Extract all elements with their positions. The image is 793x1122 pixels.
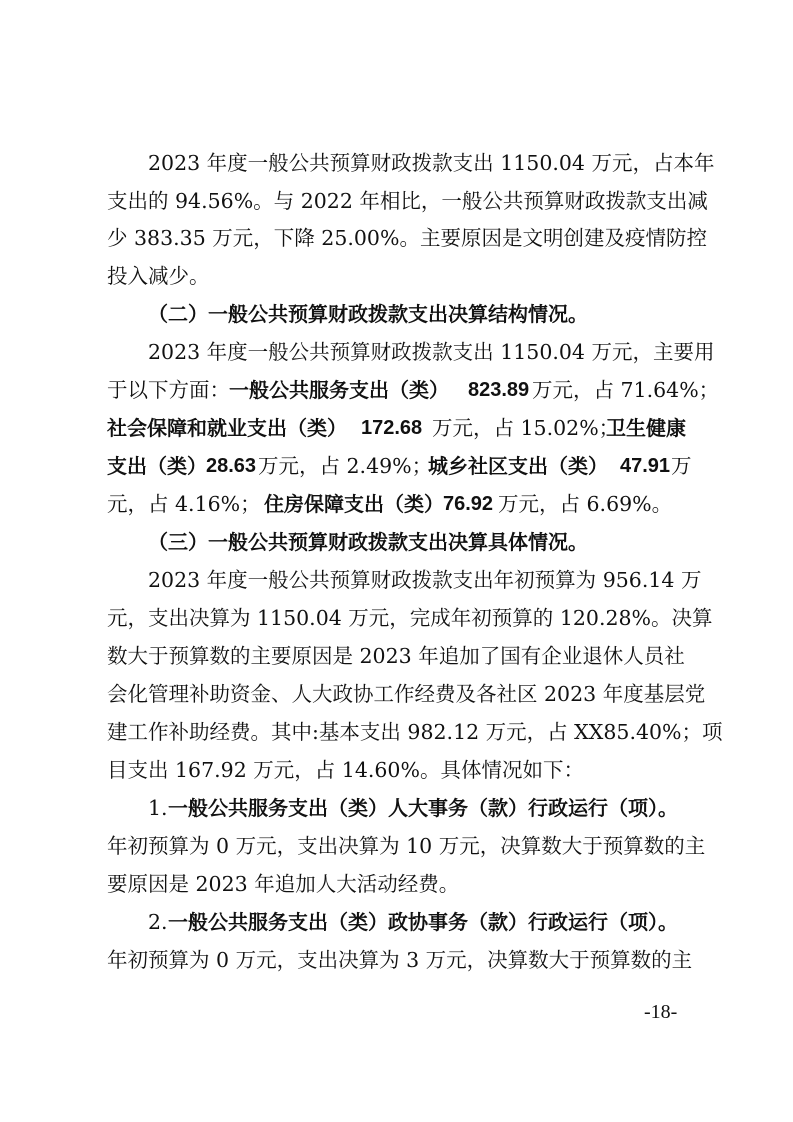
paragraph-line	[0, 448, 793, 484]
item-number: 1.	[148, 796, 168, 820]
category-label: 社会保障和就业支出（类）	[107, 416, 347, 440]
text: 支出的 94.56%。与 2022 年相比，一般公共预算财政拨款支出减	[107, 189, 708, 213]
text: 元，支出决算为 1150.04 万元，完成年初预算的 120.28%。决算	[107, 606, 713, 630]
item-heading	[0, 904, 793, 940]
paragraph-line	[0, 828, 793, 864]
item-number: 2.	[148, 910, 168, 934]
text: 数大于预算数的主要原因是 2023 年追加了国有企业退休人员社	[107, 644, 685, 668]
category-label: 城乡社区支出（类）	[428, 454, 608, 478]
text: 2023 年度一般公共预算财政拨款支出 1150.04 万元，占本年	[148, 151, 715, 175]
text: 万元，占 15.02%；	[432, 416, 620, 440]
section-heading	[0, 524, 793, 560]
text: 建工作补助经费。其中:基本支出 982.12 万元，占 XX85.40%；项	[107, 720, 723, 744]
paragraph-line	[0, 145, 793, 181]
item-heading	[0, 790, 793, 826]
text: 投入减少。	[107, 264, 210, 288]
text: 目支出 167.92 万元，占 14.60%。具体情况如下：	[107, 758, 584, 782]
text: 少 383.35 万元，下降 25.00%。主要原因是文明创建及疫情防控	[107, 226, 707, 250]
section-heading	[0, 296, 793, 332]
amount-value: 47.91	[620, 455, 671, 477]
paragraph-line	[0, 600, 793, 636]
paragraph-line	[0, 752, 793, 788]
paragraph-line	[0, 942, 793, 978]
text: 元，占 4.16%；	[107, 492, 261, 516]
amount-value: 28.63	[206, 455, 257, 477]
text: 于以下方面：	[107, 378, 230, 402]
paragraph-line	[0, 220, 793, 256]
item-title: 一般公共服务支出（类）政协事务（款）行政运行（项）。	[168, 910, 678, 934]
text: 2023 年度一般公共预算财政拨款支出年初预算为 956.14 万	[148, 568, 702, 592]
text: 要原因是 2023 年追加人大活动经费。	[107, 872, 460, 896]
text: 会化管理补助资金、人大政协工作经费及各社区 2023 年度基层党	[107, 682, 706, 706]
paragraph-line	[0, 486, 793, 522]
amount-value: 823.89	[468, 379, 530, 401]
paragraph-line	[0, 334, 793, 370]
paragraph-line	[0, 866, 793, 902]
text: 年初预算为 0 万元，支出决算为 10 万元，决算数大于预算数的主	[107, 834, 706, 858]
category-label: 住房保障支出（类）	[264, 492, 444, 516]
text: 万	[671, 454, 692, 478]
page-number: -18-	[644, 1001, 678, 1023]
heading-text: （二）一般公共预算财政拨款支出决算结构情况。	[148, 302, 588, 326]
paragraph-line	[0, 638, 793, 674]
text: 万元，占 71.64%；	[532, 378, 720, 402]
paragraph-line	[0, 676, 793, 712]
category-label: 一般公共服务支出（类）	[229, 378, 449, 402]
paragraph-line	[0, 562, 793, 598]
paragraph-line	[0, 372, 793, 408]
paragraph-line	[0, 183, 793, 219]
amount-value: 172.68	[361, 417, 423, 439]
item-title: 一般公共服务支出（类）人大事务（款）行政运行（项）。	[168, 796, 678, 820]
amount-value: 76.92	[443, 493, 494, 515]
paragraph-line	[0, 410, 793, 446]
heading-text: （三）一般公共预算财政拨款支出决算具体情况。	[148, 530, 588, 554]
category-label: 卫生健康	[606, 416, 686, 440]
text: 2023 年度一般公共预算财政拨款支出 1150.04 万元，主要用	[148, 340, 715, 364]
paragraph-line	[0, 714, 793, 750]
text: 年初预算为 0 万元，支出决算为 3 万元，决算数大于预算数的主	[107, 948, 693, 972]
paragraph-line	[0, 258, 793, 294]
text: 万元，占 6.69%。	[498, 492, 673, 516]
category-label: 支出（类）	[107, 454, 207, 478]
text: 万元，占 2.49%；	[258, 454, 433, 478]
